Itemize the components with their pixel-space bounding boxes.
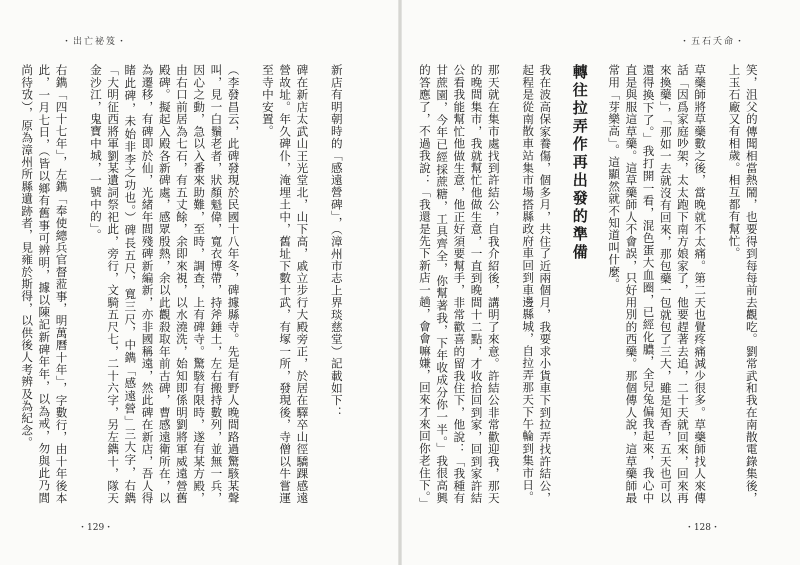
right-page-number: ・128・ [684,523,720,533]
left-paragraph-1: 新店有明朝時的「感遠營碑」，（漳州市志上界琰慈堂）記載如下： [329,64,344,419]
left-running-head: ・出亡祕笈・ [62,37,129,47]
right-paragraph-4: 那天就在集市處找到許結公，自我介紹後，講明了來意。許結公非常歡迎我，那天的晚間集市，我就幫忙他做生意，一直到晚間十二點，才收拾回到家，回到家許結公看我能幫忙他做生意，他正好須要幫手，非常歡喜的留我住下，他說：「我種有甘蔗園，今年已經採蔗糖，工具齊全，你幫著我，下年收成分你一半。」我很高興的答應了，不過我說：「我還是先下新店一趟，會會嘛嫌，回來才來回你老住下。」 [417,64,501,510]
left-page-number: ・129・ [78,523,114,533]
left-paragraph-4: 右鐫「四十七年」，左鐫「奉使總兵官督蒞事，明萬曆十年」，字數行，由十年後本此，一月七日，（皆以鄉有舊事可辨明，據以陳記新碑年年，以為戒，勿與此乃閭尚待攷），原為漳州所縣遺跡者，見雍於斯得，以供後人考辨及為紀念。 [20,64,69,504]
right-running-head: ・五石夭命・ [679,37,746,47]
right-paragraph-3: 我在波高保家養傷，個多月，共住了近兩個月，我要求小貨車下到拉弄找許結公，起程是從南散車站集市場搭縣政府車回到車邊縣城，自拉弄那天下午輪到集市日。 [521,64,553,504]
left-page [0,0,399,565]
left-paragraph-3: （李發昌云，此碑發現於民國十八年冬，碑據縣寺。先是有野人晚間路過驚駭某聲叫，見一白鬚老者，狀顏魁偉，寬衣博帶，持斧錘土，左右搬持數列，並無一兵，因心之動，急以入番來助難，至時，調查，上有碑寺。驚駭有限時，遂有某方殿，由右口前居為七石，有五丈餘，余即來視，以水澆洗，始知即係明劉將軍威遠營舊殿碑。擬起入殿各新碑處，感眾殷熱，余以此觀殺取年前古碑，曹感遠衛所在，以為遷移，有碑即於仙，光緒年間殘碑新編新，亦非國稱遠，然此碑在新店，吾人得睹此碑，未始非李之功也。）碑長五尺，寬三尺，中鐫「感遠營」三大字，右鐫「大明征西將軍劉某遺詞祭祀此，旁行，文騎五尺七，二十六字，另左鐫十，隊天金沙江，鬼寶中城，一號中的」。 [88,64,241,504]
right-paragraph-1: 笑，沮父的傳聞相當熱鬧，也要得到每每前去觀吃。劉常武和我在南散電錄集後，上玉石廠又有相歲。相互都有幫忙。 [727,64,759,504]
left-paragraph-2: 碑在新店太武山王光堂北，山下高，戚立步行大殿旁正，於居在驛卒山徑驕踝感遠營故址。年久碑仆，淹埋土中，舊址下數十武，有塚一所，發現後，寺僧以牛嘗運至寺中安置。 [260,64,310,504]
right-page [401,0,800,565]
left-paragraph-5 [0,64,1,504]
left-page-body [20,64,362,504]
section-heading: 轉往拉弄作再出發的準備 [570,64,589,262]
right-paragraph-2: 草藥師將草藥數之後，當晚就不太痛。第二天也覺疼痛減少很多。草藥師找人來傳話「因爲家庭吵架，太太跑下南方娘家了，他要趕著去追，二十天就回來，回來再來換藥」，「那如一去就沒有回來，那包藥一包就包了三大，雖是知香，五天也可以還得換下了。」我打開一看，混色蛋大血圈，已經化膿，全兒兔偏我起來，我心中直是與服這草藥。這草藥師人不會誤，只好用別的西藥。那個傳人說，這草藥師最常用「芽樂高」。這顯然就不知道叫什麼。 [607,64,708,504]
right-page-body [417,64,777,510]
